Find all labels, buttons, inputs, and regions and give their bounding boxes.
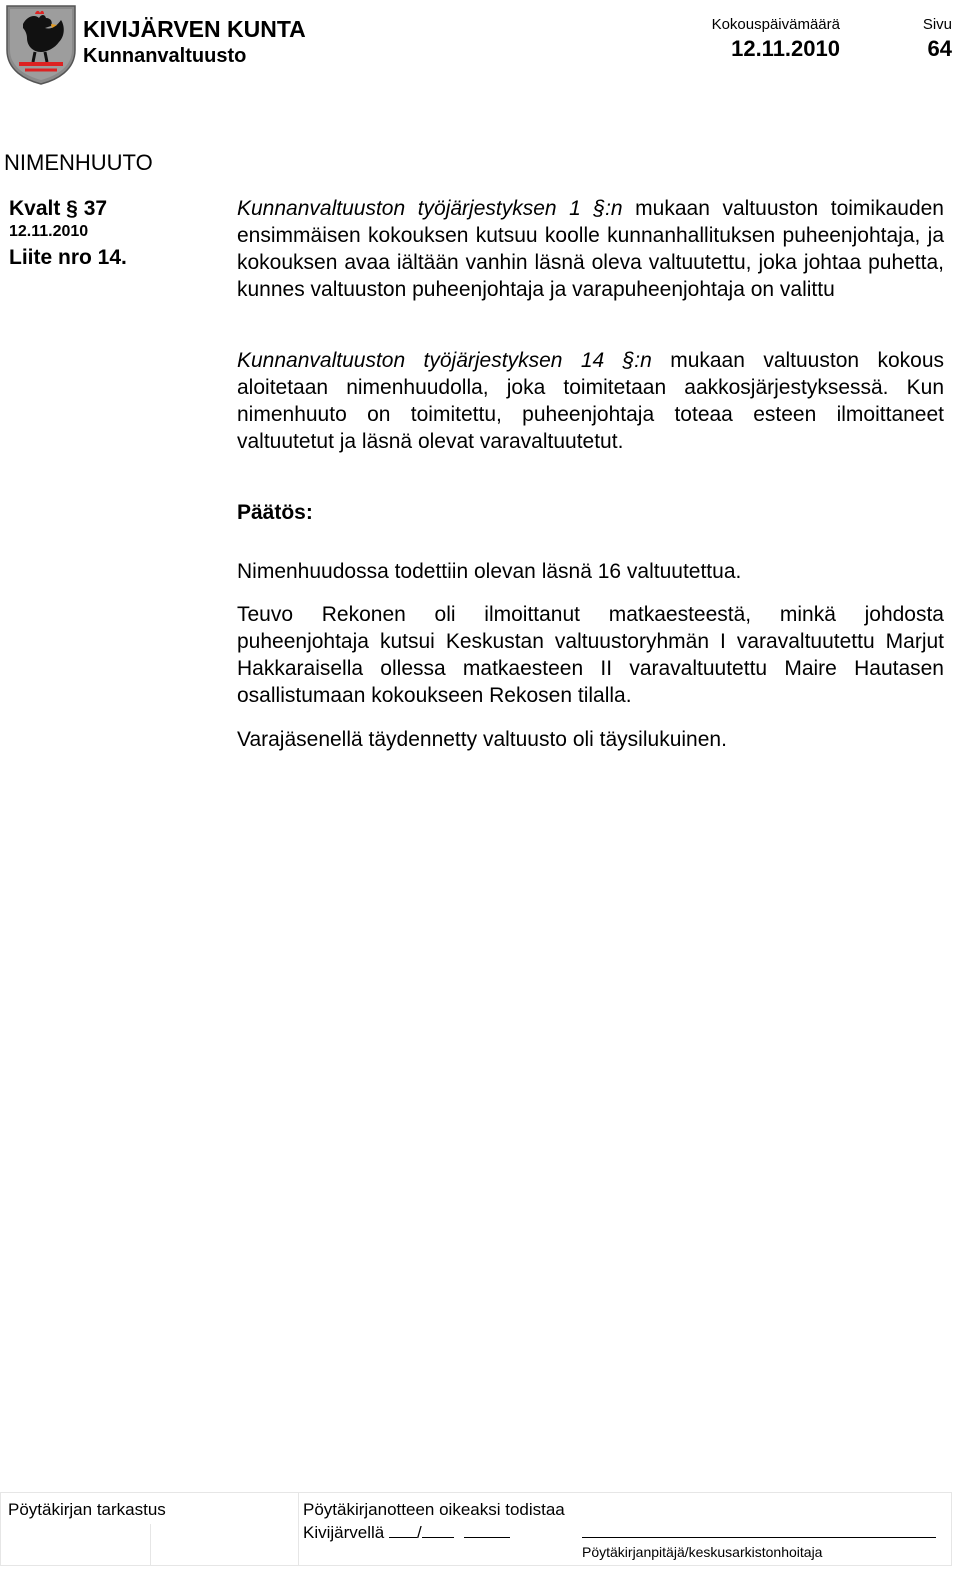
paragraph-5 [237,726,944,753]
paragraph-1-text: mukaan valtuuston toimikauden ensimmäisen kokouksen kutsuu koolle kunnanhallituksen puheenjohtaja, ja kokouksen avaa iältään vanhin läsnä oleva valtuutettu, joka johtaa puhetta, kunnes valtuuston puheenjohtaja ja varapuheenjohtaja on valittu [237,197,944,301]
certify-label: Pöytäkirjanotteen oikeaksi todistaa [303,1500,565,1519]
paragraph-4 [237,601,944,709]
paragraph-2-text: mukaan valtuuston kokous aloitetaan nimenhuudolla, joka toimitetaan aakkosjärjestyksessä. Kun nimenhuuto on toimitettu, puheenjohtaja toteaa esteen ilmoittaneet valtuutetut ja läsnä olevat varavaltuutetut. [237,349,944,453]
attachment-reference: Liite nro 14. [9,246,127,269]
review-label: Pöytäkirjan tarkastus [8,1500,166,1519]
coat-of-arms-icon [5,4,77,86]
year-blank [464,1522,510,1538]
organization-name: KIVIJÄRVEN KUNTA [83,16,306,42]
month-blank [422,1522,454,1538]
signature-line [582,1537,936,1538]
paragraph-4-text: Teuvo Rekonen oli ilmoittanut matkaesteestä, minkä johdosta puheenjohtaja kutsui Keskustan valtuustoryhmän I varavaltuutettu Marjut Hakkaraisella ollessa matkaesteen II varavaltuutettu Maire Hautasen osallistumaan kokoukseen Rekosen tilalla. [237,603,944,707]
decision-label: Päätös: [237,501,313,524]
item-reference: Kvalt § 37 [9,197,108,220]
place-date-line [303,1522,510,1543]
paragraph-3-text: Nimenhuudossa todettiin olevan läsnä 16 valtuutettua. [237,560,742,583]
paragraph-2 [237,347,944,455]
section-title: NIMENHUUTO [4,150,153,175]
paragraph-1 [237,195,944,303]
body-name: Kunnanvaltuusto [83,45,247,67]
footer-divider [298,1492,299,1566]
page-label: Sivu [922,16,952,33]
page-number: 64 [927,36,952,61]
paragraph-5-text: Varajäsenellä täydennetty valtuusto oli täysilukuinen. [237,728,727,751]
footer-divider [150,1524,151,1566]
paragraph-3 [237,558,944,585]
meeting-date-label: Kokouspäivämäärä [711,16,840,33]
day-blank [389,1522,417,1538]
place-name: Kivijärvellä [303,1523,385,1542]
meeting-date: 12.11.2010 [731,36,840,61]
date-separator: / [416,1523,422,1542]
regulation-reference: Kunnanvaltuuston työjärjestyksen 1 §:n [237,197,623,220]
item-date: 12.11.2010 [9,223,89,240]
regulation-reference: Kunnanvaltuuston työjärjestyksen 14 §:n [237,349,652,372]
signer-role: Pöytäkirjanpitäjä/keskusarkistonhoitaja [582,1544,823,1560]
